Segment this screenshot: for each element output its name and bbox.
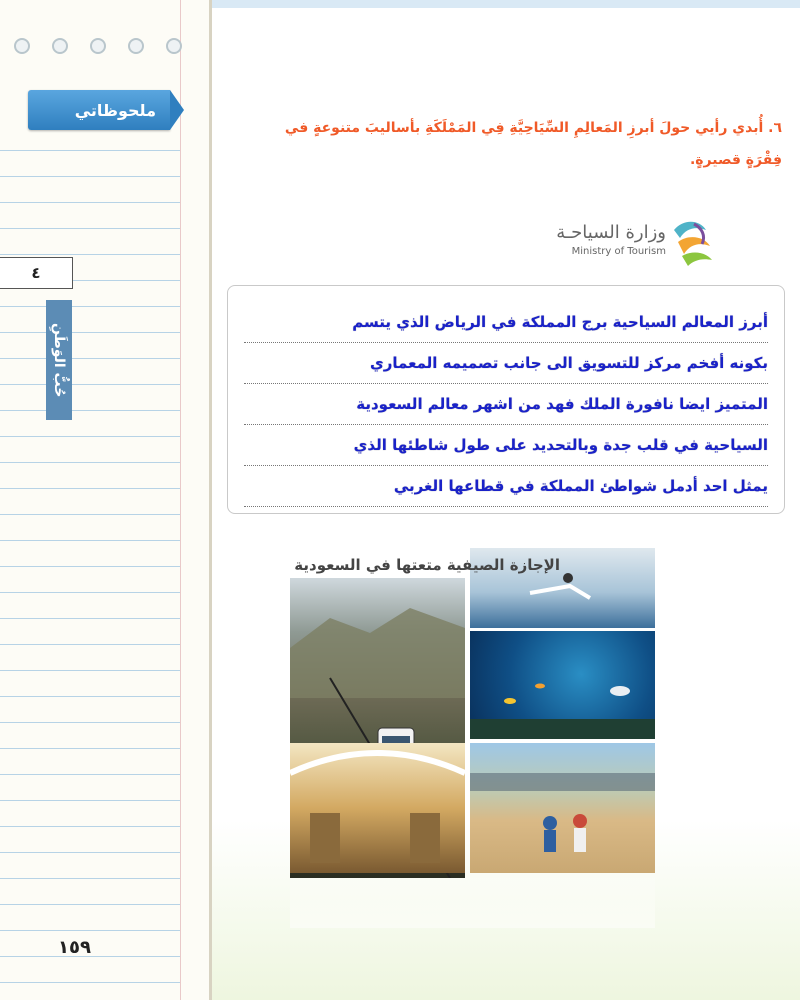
binder-hole (90, 38, 106, 54)
notes-sidebar (0, 0, 212, 1000)
ruled-line (0, 306, 180, 307)
photo-park-festival (470, 743, 655, 873)
ruled-line (0, 462, 180, 463)
ruled-line (0, 748, 180, 749)
main-page (212, 0, 800, 1000)
ruled-line (0, 176, 180, 177)
ruled-line (0, 228, 180, 229)
unit-number: ٤ (31, 264, 41, 282)
ruled-line (0, 410, 180, 411)
unit-number-box (0, 257, 73, 289)
ruled-line (0, 644, 180, 645)
ruled-line (0, 904, 180, 905)
binder-hole (52, 38, 68, 54)
unit-ribbon (46, 300, 72, 420)
answer-line: أبرز المعالم السياحية برج المملكة في الرياض الذي يتسم (244, 302, 768, 343)
ruled-line (0, 436, 180, 437)
page-number: ١٥٩ (58, 937, 91, 958)
answer-line: بكونه أفخم مركز للتسويق الى جانب تصميمه المعماري (244, 343, 768, 384)
ruled-line (0, 826, 180, 827)
notes-tab (28, 90, 170, 130)
ruled-line (0, 540, 180, 541)
unit-ribbon-label: حُبُّ الوَطَنِ (51, 322, 67, 398)
ruled-line (0, 384, 180, 385)
ruled-line (0, 514, 180, 515)
ruled-line (0, 332, 180, 333)
ruled-line (0, 566, 180, 567)
ruled-line (0, 696, 180, 697)
binder-hole (128, 38, 144, 54)
answer-line: يمثل احد أدمل شواطئ المملكة في قطاعها الغربي (244, 466, 768, 507)
ruled-line (0, 852, 180, 853)
answer-line: المتميز ايضا نافورة الملك فهد من اشهر معالم السعودية (244, 384, 768, 425)
ruled-line (0, 930, 180, 931)
ruled-line (0, 358, 180, 359)
ruled-line (0, 878, 180, 879)
ruled-line (0, 774, 180, 775)
question-text: ٦. أُبدي رأيي حولَ أبرزِ المَعالِمِ السِّيَاحِيَّةِ فِي المَمْلَكَةِ بأساليبَ متنوعةٍ في فِقْرَةٍ قصيرةٍ. (284, 120, 782, 168)
tourism-logo-icon (666, 216, 718, 268)
top-bar (212, 0, 800, 8)
photo-coral-reef (470, 631, 655, 739)
binder-hole (14, 38, 30, 54)
margin-line (180, 0, 181, 1000)
answer-box[interactable] (227, 285, 785, 514)
tourism-collage (290, 548, 655, 928)
ministry-logo (548, 216, 718, 268)
binder-hole (166, 38, 182, 54)
ruled-line (0, 202, 180, 203)
logo-english-text: Ministry of Tourism (571, 246, 666, 257)
answer-line: السياحية في قلب جدة وبالتحديد على طول شاطئها الذي (244, 425, 768, 466)
ruled-line (0, 722, 180, 723)
ruled-line (0, 254, 180, 255)
collage-caption: الإجازة الصيفية متعتها في السعودية (294, 556, 560, 574)
notes-tab-label: ملحوظاتي (74, 100, 156, 120)
ruled-line (0, 618, 180, 619)
collage-fade (290, 878, 655, 928)
photo-shopping-mall (290, 743, 465, 873)
ruled-line (0, 982, 180, 983)
ruled-line (0, 592, 180, 593)
ruled-line (0, 670, 180, 671)
logo-arabic-text: وزارة السياحـة (556, 222, 666, 243)
ruled-line (0, 800, 180, 801)
ruled-line (0, 488, 180, 489)
ruled-line (0, 150, 180, 151)
